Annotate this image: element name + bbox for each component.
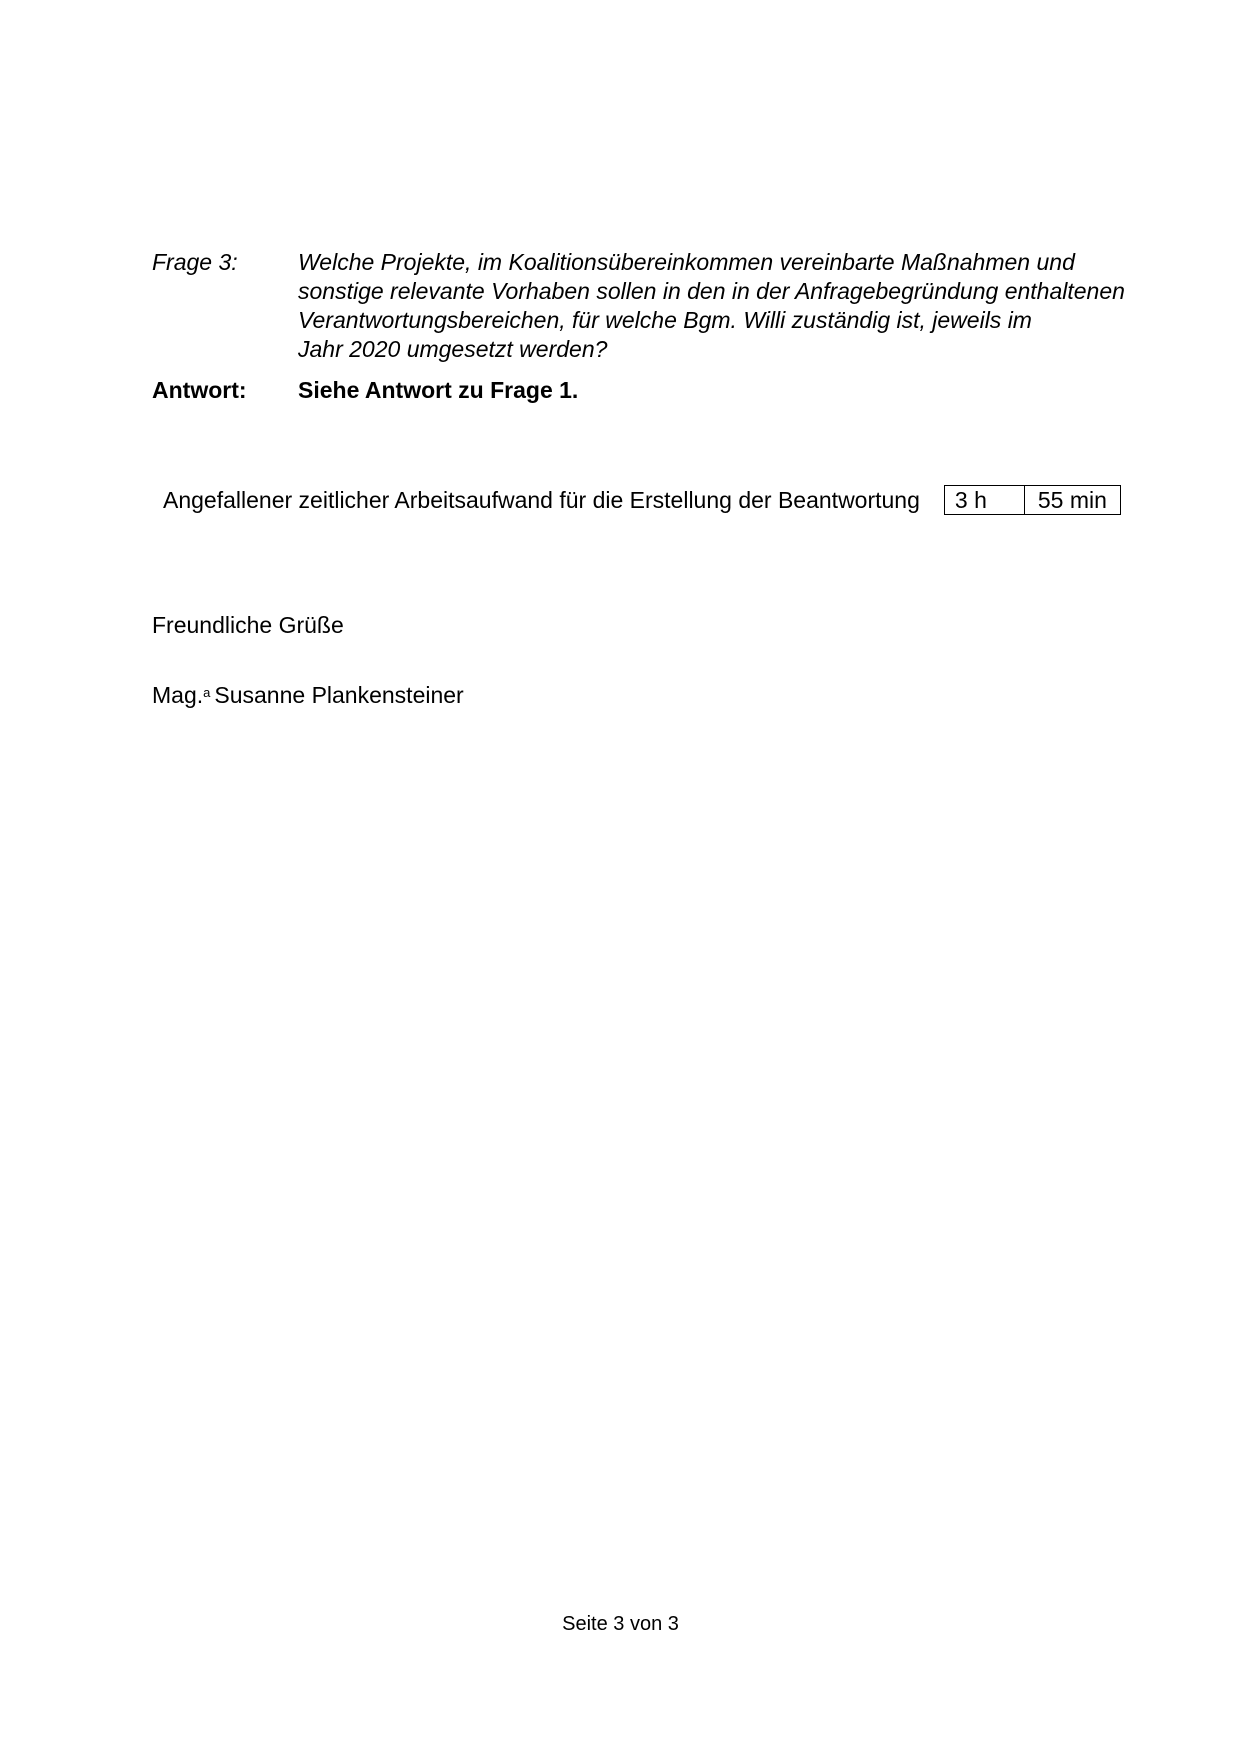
question-text-line: Welche Projekte, im Koalitionsübereinkommen vereinbarte Maßnahmen und xyxy=(298,249,1075,275)
question-block xyxy=(152,248,1132,364)
work-effort-label: Angefallener zeitlicher Arbeitsaufwand für die Erstellung der Beantwortung xyxy=(163,487,920,513)
question-text-line: sonstige relevante Vorhaben sollen in den in der Anfragebegründung enthaltenen xyxy=(298,278,1125,304)
signature-title-suffix: a xyxy=(203,685,211,700)
work-effort-minutes: 55 min xyxy=(1037,487,1107,513)
signature-title: Mag. xyxy=(152,682,204,708)
work-effort-hours: 3 h xyxy=(945,486,1025,514)
closing-greeting: Freundliche Grüße xyxy=(152,612,344,638)
work-effort-row xyxy=(163,485,1121,515)
signature-name xyxy=(152,681,464,709)
question-text-line: Jahr 2020 umgesetzt werden? xyxy=(298,336,608,362)
answer-text: Siehe Antwort zu Frage 1. xyxy=(298,377,579,403)
signature-full-name: Susanne Plankensteiner xyxy=(214,682,464,708)
question-text-line: Verantwortungsbereichen, für welche Bgm. Willi zuständig ist, jeweils im xyxy=(298,307,1032,333)
answer-label: Antwort: xyxy=(152,377,247,403)
question-label: Frage 3: xyxy=(152,249,238,275)
page-footer: Seite 3 von 3 xyxy=(562,1613,679,1635)
work-effort-table xyxy=(944,485,1121,515)
question-text xyxy=(298,248,1132,364)
answer-block xyxy=(152,376,1132,405)
